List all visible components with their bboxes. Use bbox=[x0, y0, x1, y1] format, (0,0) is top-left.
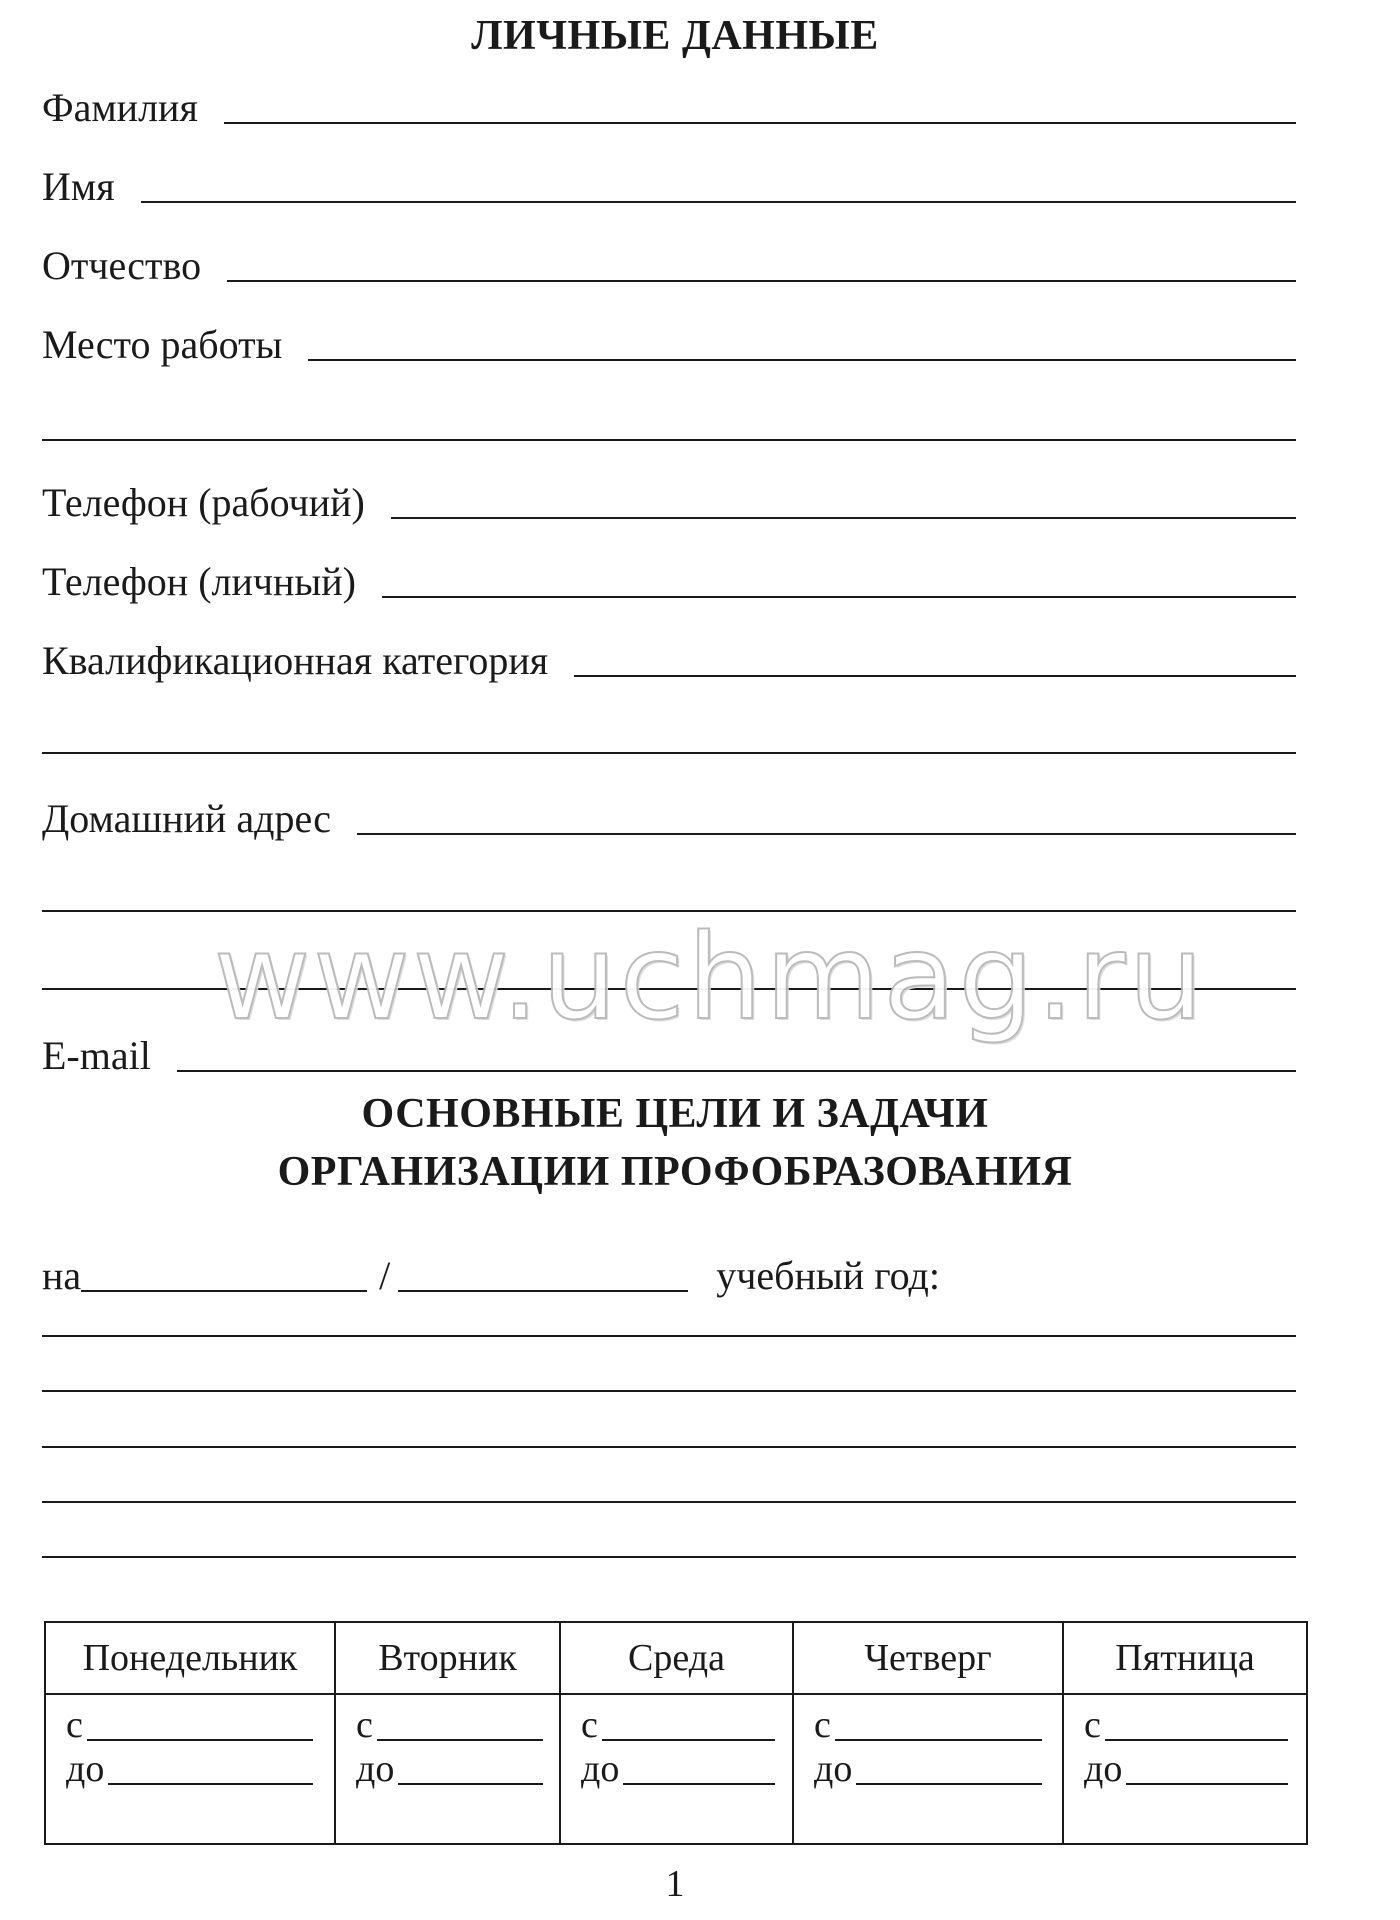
qualification-field[interactable] bbox=[574, 675, 1296, 677]
year-separator: / bbox=[379, 1253, 391, 1298]
monday-to-field[interactable] bbox=[108, 1783, 312, 1785]
day-header-tuesday: Вторник bbox=[335, 1622, 560, 1694]
patronymic-row bbox=[42, 230, 1296, 286]
phone-personal-field[interactable] bbox=[382, 596, 1296, 598]
home-address-label: Домашний адрес bbox=[42, 796, 331, 841]
school-year-row bbox=[42, 1240, 1296, 1296]
goals-line-5[interactable] bbox=[42, 1556, 1296, 1558]
year-prefix: на bbox=[42, 1253, 82, 1298]
thursday-cell bbox=[793, 1694, 1063, 1844]
goals-line-4[interactable] bbox=[42, 1501, 1296, 1503]
workplace-row bbox=[42, 309, 1296, 365]
monday-cell bbox=[45, 1694, 335, 1844]
goals-line-2[interactable] bbox=[42, 1390, 1296, 1392]
email-row bbox=[42, 1020, 1296, 1076]
from-label: с bbox=[356, 1704, 373, 1746]
email-field[interactable] bbox=[177, 1070, 1296, 1072]
thursday-from-field[interactable] bbox=[835, 1739, 1042, 1741]
friday-to-field[interactable] bbox=[1126, 1783, 1288, 1785]
phone-work-label: Телефон (рабочий) bbox=[42, 480, 365, 525]
phone-work-row bbox=[42, 467, 1296, 523]
thursday-to-field[interactable] bbox=[856, 1783, 1042, 1785]
surname-field[interactable] bbox=[224, 122, 1296, 124]
year-start-field[interactable] bbox=[81, 1290, 367, 1292]
monday-from-field[interactable] bbox=[87, 1739, 313, 1741]
phone-work-field[interactable] bbox=[391, 517, 1296, 519]
name-label: Имя bbox=[42, 164, 115, 209]
page-number: 1 bbox=[665, 1863, 685, 1905]
friday-from-field[interactable] bbox=[1105, 1739, 1288, 1741]
patronymic-field[interactable] bbox=[227, 280, 1296, 282]
watermark: www.uchmag.ru bbox=[213, 908, 1207, 1046]
day-header-monday: Понедельник bbox=[45, 1622, 335, 1694]
to-label: до bbox=[356, 1748, 395, 1790]
personal-data-title: ЛИЧНЫЕ ДАННЫЕ bbox=[471, 13, 879, 59]
to-label: до bbox=[814, 1748, 853, 1790]
phone-personal-row bbox=[42, 546, 1296, 602]
goals-title-line-1: ОСНОВНЫЕ ЦЕЛИ И ЗАДАЧИ bbox=[361, 1091, 989, 1137]
goals-line-3[interactable] bbox=[42, 1446, 1296, 1448]
tuesday-from-field[interactable] bbox=[377, 1739, 543, 1741]
schedule-time-row bbox=[45, 1694, 1307, 1844]
email-label: E-mail bbox=[42, 1033, 151, 1078]
day-header-wednesday: Среда bbox=[560, 1622, 793, 1694]
patronymic-label: Отчество bbox=[42, 243, 202, 288]
qualification-continuation-line[interactable] bbox=[42, 752, 1296, 754]
year-suffix: учебный год: bbox=[716, 1253, 940, 1298]
from-label: с bbox=[581, 1704, 598, 1746]
home-address-line-2[interactable] bbox=[42, 910, 1296, 912]
home-address-line-3[interactable] bbox=[42, 988, 1296, 990]
wednesday-to-field[interactable] bbox=[623, 1783, 775, 1785]
home-address-row bbox=[42, 783, 1296, 839]
name-field[interactable] bbox=[141, 201, 1296, 203]
goals-line-1[interactable] bbox=[42, 1335, 1296, 1337]
phone-personal-label: Телефон (личный) bbox=[42, 559, 357, 604]
weekly-schedule-table bbox=[44, 1621, 1308, 1845]
from-label: с bbox=[1084, 1704, 1101, 1746]
to-label: до bbox=[1084, 1748, 1123, 1790]
workplace-continuation-line[interactable] bbox=[42, 439, 1296, 441]
qualification-row bbox=[42, 625, 1296, 681]
wednesday-from-field[interactable] bbox=[602, 1739, 775, 1741]
friday-cell bbox=[1063, 1694, 1307, 1844]
workplace-label: Место работы bbox=[42, 322, 283, 367]
day-header-friday: Пятница bbox=[1063, 1622, 1307, 1694]
tuesday-to-field[interactable] bbox=[398, 1783, 542, 1785]
from-label: с bbox=[66, 1704, 83, 1746]
day-header-thursday: Четверг bbox=[793, 1622, 1063, 1694]
surname-row bbox=[42, 72, 1296, 128]
name-row bbox=[42, 151, 1296, 207]
to-label: до bbox=[581, 1748, 620, 1790]
qualification-label: Квалификационная категория bbox=[42, 638, 549, 683]
surname-label: Фамилия bbox=[42, 85, 198, 130]
schedule-header-row bbox=[45, 1622, 1307, 1694]
workplace-field[interactable] bbox=[308, 359, 1296, 361]
goals-title-line-2: ОРГАНИЗАЦИИ ПРОФОБРАЗОВАНИЯ bbox=[277, 1149, 1073, 1195]
from-label: с bbox=[814, 1704, 831, 1746]
wednesday-cell bbox=[560, 1694, 793, 1844]
tuesday-cell bbox=[335, 1694, 560, 1844]
to-label: до bbox=[66, 1748, 105, 1790]
year-end-field[interactable] bbox=[398, 1290, 688, 1292]
home-address-field[interactable] bbox=[357, 833, 1296, 835]
